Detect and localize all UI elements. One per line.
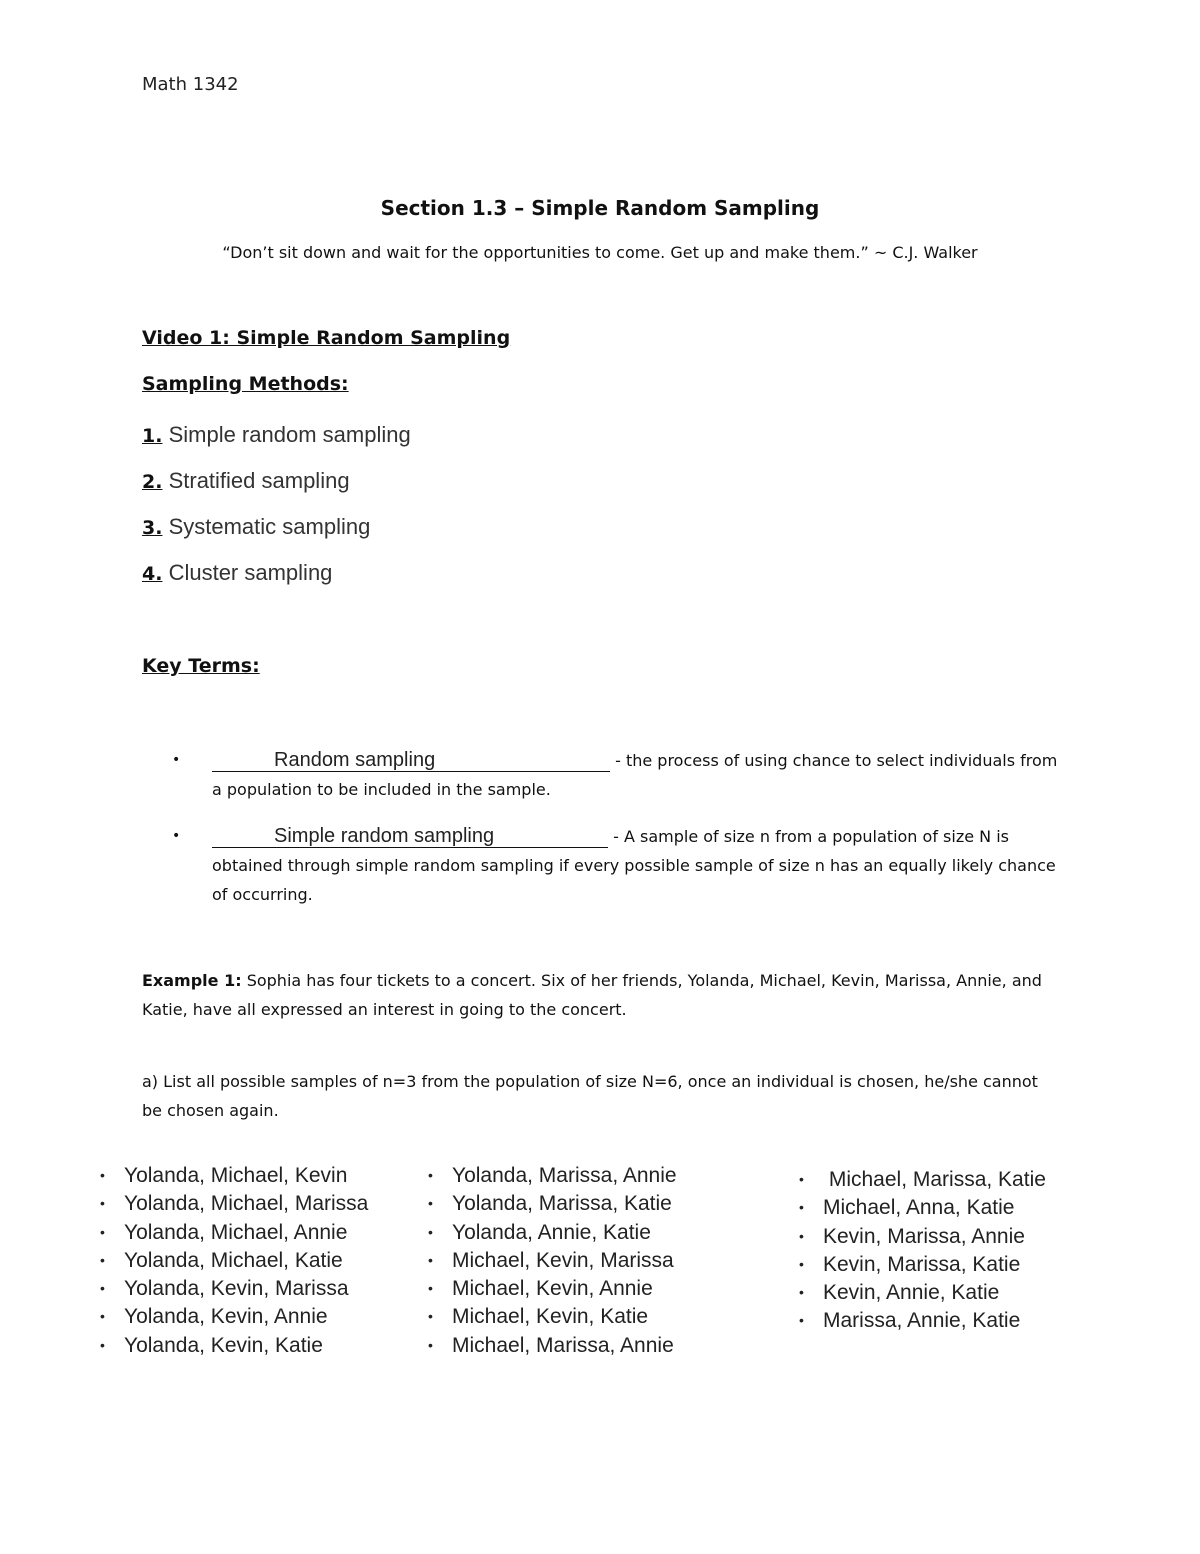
sample-text: Yolanda, Marissa, Katie	[452, 1192, 672, 1216]
course-header: Math 1342	[142, 74, 239, 95]
sample-text: Yolanda, Kevin, Marissa	[124, 1277, 349, 1301]
bullet-icon: •	[799, 1199, 804, 1216]
sample-item	[799, 1250, 1046, 1278]
sample-text: Michael, Marissa, Annie	[452, 1333, 674, 1357]
sample-text: Kevin, Annie, Katie	[823, 1281, 1000, 1305]
bullet-icon: •	[100, 1251, 105, 1268]
sample-text: Yolanda, Michael, Annie	[124, 1220, 348, 1244]
sample-text: Yolanda, Michael, Marissa	[124, 1192, 369, 1216]
sample-text: Yolanda, Annie, Katie	[452, 1220, 651, 1244]
sample-item	[100, 1274, 368, 1302]
sample-item	[100, 1246, 368, 1274]
sample-item	[799, 1222, 1046, 1250]
bullet-icon: •	[100, 1195, 105, 1212]
sample-item	[799, 1165, 1046, 1193]
bullet-icon: •	[428, 1223, 433, 1240]
bullet-icon: •	[172, 828, 181, 844]
sample-item	[428, 1189, 677, 1217]
sample-item	[100, 1189, 368, 1217]
bullet-icon: •	[428, 1251, 433, 1268]
method-item	[142, 466, 411, 512]
bullet-icon: •	[100, 1336, 105, 1353]
example-1	[142, 966, 1062, 1024]
term-answer: Random sampling	[212, 749, 610, 772]
bullet-icon: •	[799, 1255, 804, 1272]
sample-text: Michael, Anna, Katie	[823, 1196, 1015, 1220]
method-item	[142, 420, 411, 466]
term-answer: Simple random sampling	[212, 825, 608, 848]
sample-item	[100, 1218, 368, 1246]
method-number: 2.	[142, 471, 163, 493]
sample-item	[428, 1274, 677, 1302]
sample-item	[799, 1306, 1046, 1334]
bullet-icon: •	[799, 1171, 804, 1187]
sample-text: Yolanda, Kevin, Annie	[124, 1305, 328, 1329]
sample-item	[428, 1302, 677, 1330]
part-a-question: a) List all possible samples of n=3 from the population of size N=6, once an individual is chosen, he/she cannot be chosen again.	[142, 1072, 1038, 1120]
method-label: Systematic sampling	[168, 514, 371, 539]
sample-item	[799, 1193, 1046, 1221]
bullet-icon: •	[428, 1280, 433, 1297]
sample-item	[100, 1161, 368, 1189]
method-number: 4.	[142, 563, 163, 585]
method-number: 3.	[142, 517, 163, 539]
sample-text: Kevin, Marissa, Katie	[823, 1252, 1021, 1276]
sample-text: Michael, Kevin, Katie	[452, 1305, 649, 1329]
key-term-simple-random-sampling	[172, 822, 1072, 909]
methods-heading: Sampling Methods:	[142, 373, 349, 395]
bullet-icon: •	[799, 1227, 804, 1244]
sample-item	[100, 1302, 368, 1330]
sample-item	[428, 1218, 677, 1246]
sample-text: Yolanda, Michael, Katie	[124, 1248, 343, 1272]
bullet-icon: •	[100, 1167, 105, 1183]
method-number: 1.	[142, 425, 163, 447]
sample-text: Michael, Kevin, Marissa	[452, 1248, 674, 1272]
example-text: Sophia has four tickets to a concert. Six of her friends, Yolanda, Michael, Kevin, Marissa, Annie, and Katie, have all expressed an interest in going to the concert.	[142, 971, 1042, 1019]
methods-list	[142, 420, 411, 604]
method-label: Cluster sampling	[168, 560, 333, 585]
bullet-icon: •	[428, 1195, 433, 1212]
samples-column-3	[799, 1165, 1046, 1335]
sample-item	[428, 1331, 677, 1359]
bullet-icon: •	[799, 1284, 804, 1301]
sample-text: Yolanda, Kevin, Katie	[124, 1333, 323, 1357]
bullet-icon: •	[100, 1223, 105, 1240]
bullet-icon: •	[428, 1308, 433, 1325]
bullet-icon: •	[428, 1167, 433, 1183]
sample-item	[100, 1331, 368, 1359]
bullet-icon: •	[799, 1312, 804, 1329]
key-term-random-sampling	[172, 746, 1072, 804]
term-definition: - A sample of size n from a population of size N is obtained through simple random sampling if every possible sample of size n has an equally likely chance of occurring.	[212, 827, 1056, 904]
sample-text: Michael, Kevin, Annie	[452, 1277, 653, 1301]
method-item	[142, 512, 411, 558]
sample-text: Yolanda, Marissa, Annie	[452, 1164, 677, 1187]
sample-text: Michael, Marissa, Katie	[823, 1168, 1046, 1191]
bullet-icon: •	[100, 1280, 105, 1297]
method-item	[142, 558, 411, 604]
bullet-icon: •	[100, 1308, 105, 1325]
bullet-icon: •	[172, 752, 181, 768]
sample-item	[428, 1161, 677, 1189]
bullet-icon: •	[428, 1336, 433, 1353]
quote: “Don’t sit down and wait for the opportunities to come. Get up and make them.” ~ C.J. Walker	[222, 243, 978, 262]
method-label: Stratified sampling	[168, 468, 350, 493]
term-definition: - the process of using chance to select individuals from a population to be included in the sample.	[212, 751, 1058, 799]
sample-item	[428, 1246, 677, 1274]
samples-column-2	[428, 1161, 677, 1359]
sample-text: Kevin, Marissa, Annie	[823, 1224, 1025, 1248]
sample-item	[799, 1278, 1046, 1306]
sample-text: Marissa, Annie, Katie	[823, 1309, 1021, 1333]
method-label: Simple random sampling	[168, 422, 411, 447]
sample-text: Yolanda, Michael, Kevin	[124, 1164, 348, 1187]
section-title: Section 1.3 – Simple Random Sampling	[380, 196, 820, 220]
key-terms-heading: Key Terms:	[142, 655, 260, 677]
example-label: Example 1:	[142, 971, 242, 990]
video-heading: Video 1: Simple Random Sampling	[142, 327, 511, 349]
samples-column-1	[100, 1161, 368, 1359]
